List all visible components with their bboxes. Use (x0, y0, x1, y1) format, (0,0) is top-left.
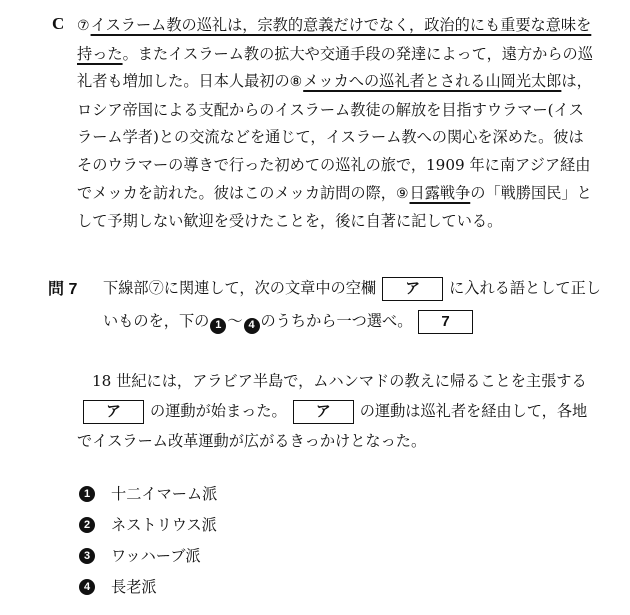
choice-number-4: 4 (79, 579, 95, 595)
passage-segment-3: の「戦勝国民」として予期しない歓迎を受けたことを，後に自著に記している。 (77, 183, 592, 231)
underlined-phrase-7: イスラーム教の巡礼は，宗教的意義だけでなく，政治的にも重要な意味を持った (77, 16, 592, 63)
underline-marker-8: ⑧ (289, 74, 303, 91)
choice-text-4: 長老派 (111, 578, 157, 596)
question-segment-2: に入れる語として正しいものを，下の (103, 279, 601, 330)
section-label: C (52, 14, 65, 33)
answer-box[interactable]: 7 (418, 310, 472, 334)
choice-range-start: 1 (210, 318, 226, 334)
question-segment-3: のうちから一つ選べ。 (260, 312, 413, 330)
underlined-phrase-9: 日露戦争 (409, 183, 471, 202)
choice-list (79, 478, 217, 602)
underlined-phrase-8: メッカへの巡礼者とされる山岡光太郎 (303, 72, 562, 91)
blank-box-a: ア (382, 277, 443, 301)
choice-range-tilde: 〜 (227, 312, 243, 330)
blank-box-a-1: ア (83, 400, 144, 424)
choice-range-end: 4 (244, 318, 260, 334)
choice-text-3: ワッハーブ派 (111, 547, 201, 565)
underline-marker-7: ⑦ (77, 18, 90, 34)
passage-segment-1: 。またイスラーム教の拡大や交通手段の発達によって，遠方からの巡礼者も増加した。日本人最初の (77, 44, 593, 91)
question-passage (77, 366, 602, 456)
question-segment-1: 下線部⑦に関連して，次の文章中の空欄 (103, 279, 377, 297)
choice-item-1[interactable] (79, 478, 217, 509)
question-passage-segment-2: の運動が始まった。 (150, 402, 287, 420)
question-passage-segment-1: 18 世紀には，アラビア半島で，ムハンマドの教えに帰ることを主張する (92, 372, 587, 390)
question-number: 問 7 (48, 281, 78, 298)
choice-item-3[interactable] (79, 540, 217, 571)
underline-marker-9: ⑨ (395, 185, 409, 202)
choice-number-2: 2 (79, 517, 95, 533)
choice-number-3: 3 (79, 548, 95, 564)
choice-number-1: 1 (79, 486, 95, 502)
question-passage-segment-3: の運動は巡礼者を経由して，各地でイスラーム改革運動が広がるきっかけとなった。 (77, 402, 588, 450)
blank-box-a-2: ア (293, 400, 354, 424)
passage-segment-2: は，ロシア帝国による支配からのイスラーム教徒の解放を目指すウラマー(イスラーム学者)との交流などを通じて，イスラーム教への関心を深めた。彼はそのウラマーの導きで行った初めての巡礼の旅で，1909 年に南アジア経由でメッカを訪れた。彼はこのメッカ訪問の際， (77, 72, 592, 202)
choice-item-4[interactable] (79, 571, 217, 602)
passage-text (77, 12, 597, 236)
question-prompt (103, 272, 603, 338)
choice-item-2[interactable] (79, 509, 217, 540)
choice-text-2: ネストリウス派 (111, 516, 217, 534)
choice-text-1: 十二イマーム派 (111, 485, 218, 503)
